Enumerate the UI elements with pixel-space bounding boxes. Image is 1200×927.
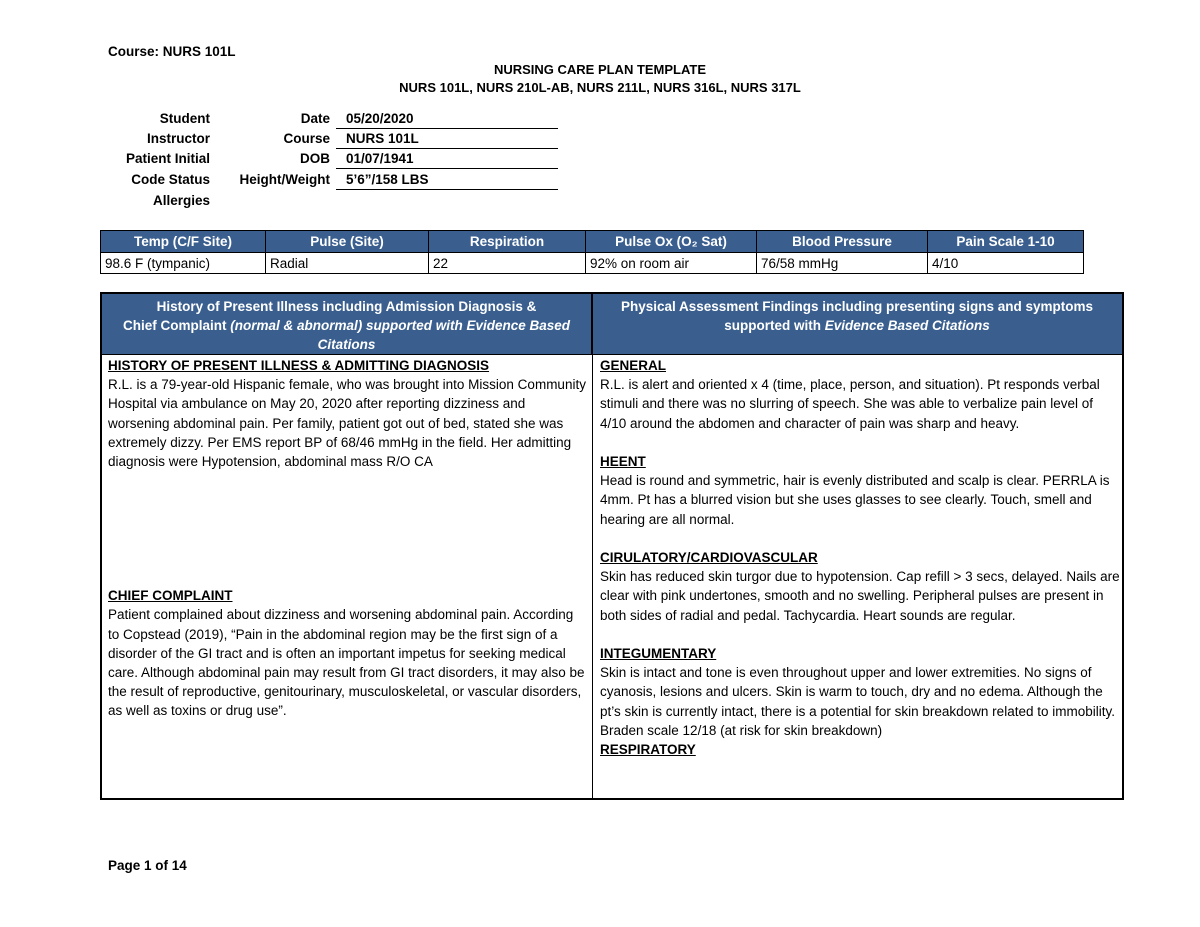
pain-scale-value[interactable]: 4/10	[928, 253, 1084, 274]
student-label: Student	[159, 111, 210, 126]
history-column-body[interactable]	[108, 356, 586, 796]
respiratory-heading: RESPIRATORY	[600, 742, 696, 758]
general-text[interactable]: R.L. is alert and oriented x 4 (time, place, person, and situation). Pt responds verbal stimuli and there was no slurring of speech. She was able to verbalize pain level of 4/10 around the abdomen and character of pain was sharp and heavy.	[600, 377, 1100, 431]
history-header-line2	[102, 316, 591, 335]
dob-label: DOB	[300, 151, 330, 166]
general-heading: GENERAL	[600, 358, 667, 373]
header-divider	[102, 354, 1122, 355]
assessment-header-text: supported with	[724, 318, 825, 333]
date-field[interactable]: 05/20/2020	[336, 111, 558, 129]
history-header-citations: Citations	[317, 337, 376, 352]
allergies-label: Allergies	[152, 193, 210, 208]
integumentary-heading: INTEGUMENTARY	[600, 646, 717, 661]
hpi-text[interactable]: R.L. is a 79-year-old Hispanic female, who was brought into Mission Community Hospital via ambulance on May 20, 2020 after reporting dizziness and worsening abdominal pain. Per family, patient got out of bed, stated she was extremely dizzy. Per EMS report BP of 68/46 mmHg in the field. Her admitting diagnosis were Hypotension, abdominal mass R/O CA	[108, 377, 586, 470]
assessment-column-body[interactable]	[600, 356, 1122, 796]
patient-initial-label: Patient Initial	[125, 151, 210, 166]
vitals-header-row	[101, 231, 1084, 253]
document-title: NURSING CARE PLAN TEMPLATE	[493, 62, 707, 77]
dob-field[interactable]: 01/07/1941	[336, 151, 558, 169]
chief-complaint-text[interactable]: Patient complained about dizziness and worsening abdominal pain. According to Copstead (2019), “Pain in the abdominal region may be the first sign of a disorder of the GI tract and is often an important impetus for seeking medical care. Although abdominal pain may result from GI tract disorders, it may also be the result of reproductive, genitourinary, musculoskeletal, or vascular disorders, as well as toxins or drug use”.	[108, 607, 585, 719]
pulse-ox-value[interactable]: 92% on room air	[586, 253, 757, 274]
vitals-table	[100, 230, 1084, 274]
circulatory-heading: CIRULATORY/CARDIOVASCULAR	[600, 550, 818, 565]
integumentary-text[interactable]: Skin is intact and tone is even throughout upper and lower extremities. No signs of cyanosis, lesions and ulcers. Skin is warm to touch, dry and no edema. Although the pt’s skin is currently intact, there is a potential for skin breakdown related to immobility. Braden scale 12/18 (at risk for skin breakdown)	[600, 665, 1115, 738]
assessment-column-header	[592, 294, 1122, 354]
blood-pressure-value[interactable]: 76/58 mmHg	[757, 253, 928, 274]
pulse-value[interactable]: Radial	[266, 253, 429, 274]
height-weight-field[interactable]: 5’6”/158 LBS	[336, 172, 558, 190]
assessment-header-line1: Physical Assessment Findings including presenting signs and symptoms	[620, 299, 1094, 314]
pulse-header: Pulse (Site)	[266, 231, 429, 253]
page-number: Page 1 of 14	[108, 858, 187, 873]
pain-scale-header: Pain Scale 1-10	[928, 231, 1084, 253]
temp-header: Temp (C/F Site)	[101, 231, 266, 253]
respiration-header: Respiration	[429, 231, 586, 253]
assessment-header-line2	[592, 316, 1122, 335]
chief-complaint-heading: CHIEF COMPLAINT	[108, 588, 233, 604]
history-header-text: Chief Complaint	[122, 318, 231, 333]
care-plan-table	[100, 292, 1124, 800]
respiration-value[interactable]: 22	[429, 253, 586, 274]
document-subtitle: NURS 101L, NURS 210L-AB, NURS 211L, NURS 316L, NURS 317L	[399, 80, 801, 95]
heent-heading: HEENT	[600, 454, 646, 469]
history-header-italic: (normal & abnormal) supported with Evidence Based	[230, 318, 571, 333]
column-divider	[592, 294, 593, 798]
course-label: Course: NURS 101L	[108, 44, 236, 59]
assessment-header-italic: Evidence Based Citations	[824, 318, 990, 333]
instructor-label: Instructor	[146, 131, 210, 146]
code-status-label: Code Status	[131, 172, 210, 187]
blood-pressure-header: Blood Pressure	[757, 231, 928, 253]
history-header-line3	[102, 335, 591, 354]
heent-text[interactable]: Head is round and symmetric, hair is evenly distributed and scalp is clear. PERRLA is 4mm. Pt has a blurred vision but she uses glasses to see clearly. Touch, smell and hearing are all normal.	[600, 473, 1110, 527]
vitals-value-row	[101, 253, 1084, 274]
history-header-line1: History of Present Illness including Admission Diagnosis &	[156, 299, 537, 314]
history-column-header	[102, 294, 592, 354]
date-label: Date	[300, 111, 330, 126]
hpi-heading: HISTORY OF PRESENT ILLNESS & ADMITTING DIAGNOSIS	[108, 358, 490, 373]
pulse-ox-header: Pulse Ox (O₂ Sat)	[586, 231, 757, 253]
course-field-label: Course	[283, 131, 330, 146]
circulatory-text[interactable]: Skin has reduced skin turgor due to hypotension. Cap refill > 3 secs, delayed. Nails are clear with pink undertones, smooth and no swelling. Peripheral pulses are present in both sides of radial and pedal. Tachycardia. Heart sounds are regular.	[600, 569, 1120, 623]
height-weight-label: Height/Weight	[239, 172, 330, 187]
course-field[interactable]: NURS 101L	[336, 131, 558, 149]
temp-value[interactable]: 98.6 F (tympanic)	[101, 253, 266, 274]
